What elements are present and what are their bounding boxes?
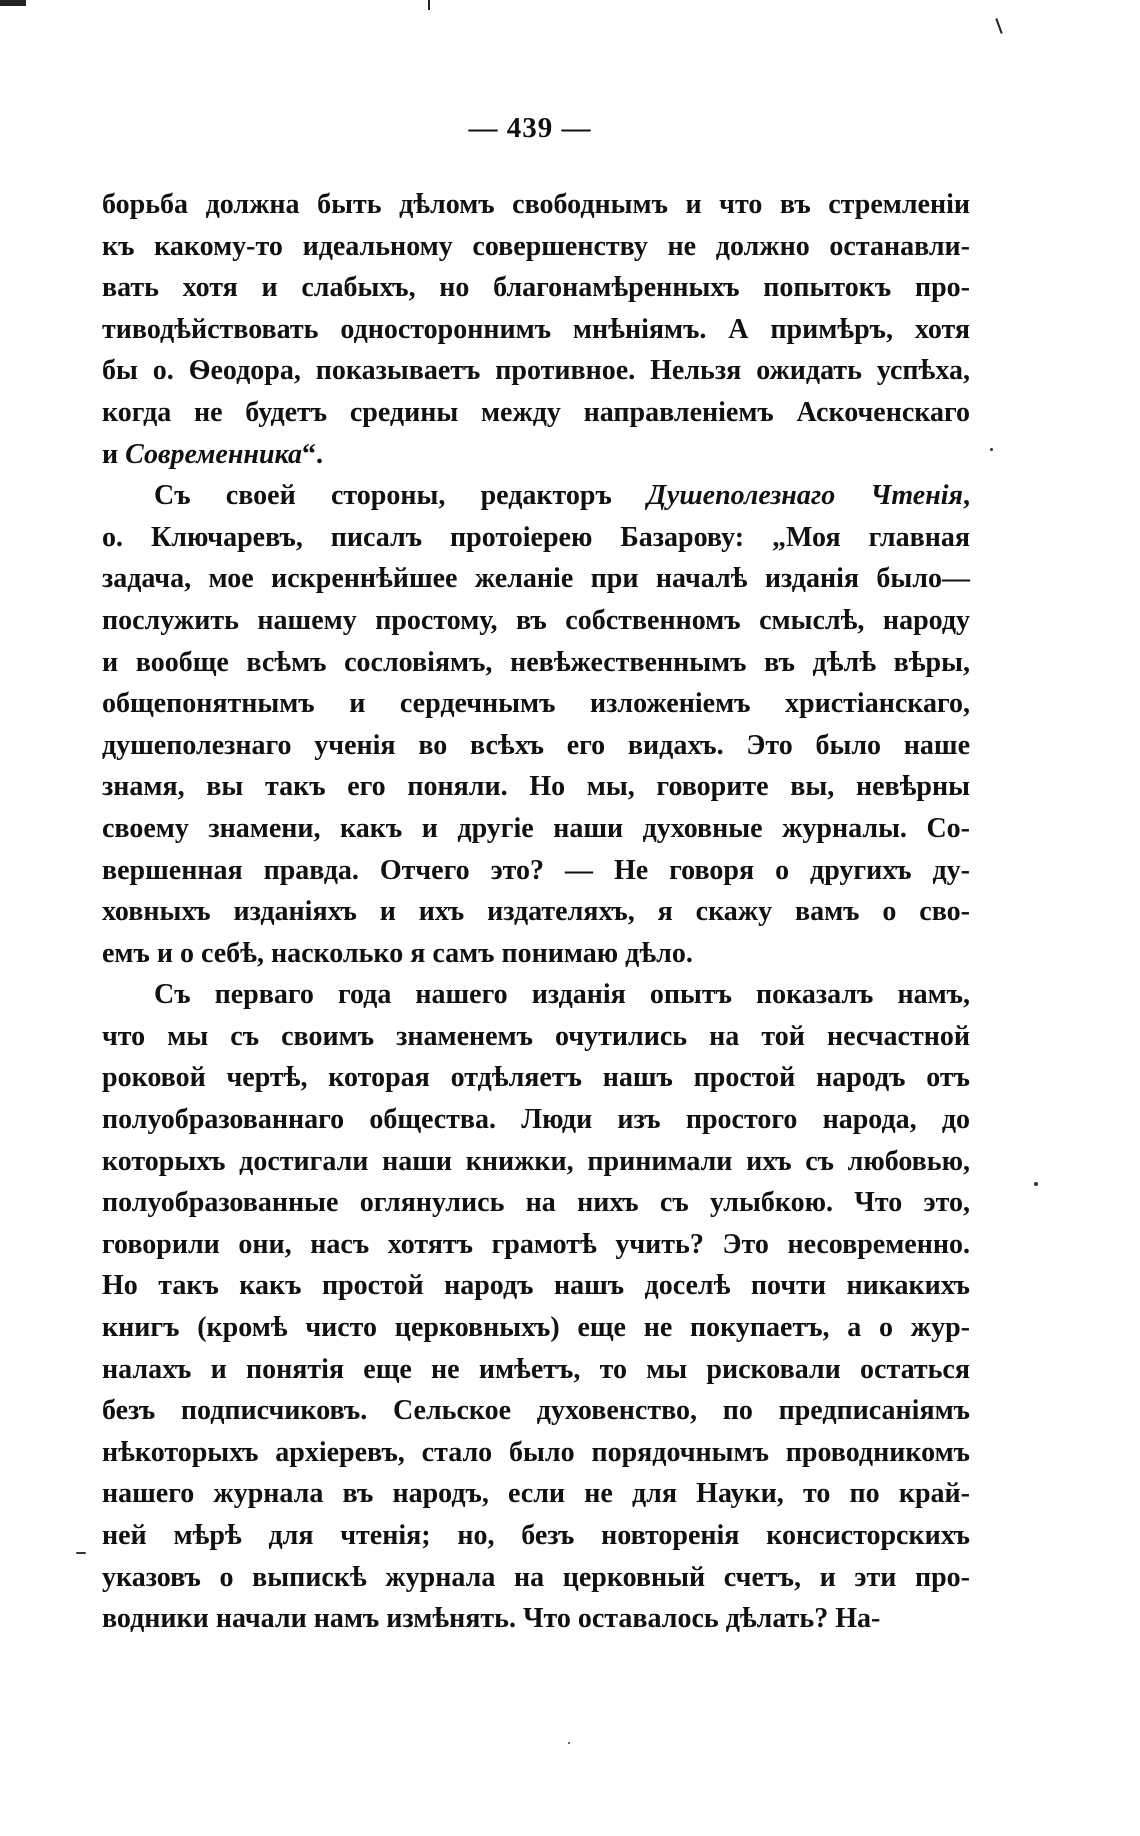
text-line: книгъ (кромѣ чисто церковныхъ) еще не покупаетъ, а о жур-: [102, 1312, 970, 1344]
text-line: Съ перваго года нашего изданія опытъ показалъ намъ,: [154, 979, 970, 1011]
text-line: емъ и о себѣ, насколько я самъ понимаю дѣло.: [102, 937, 693, 969]
text-line: которыхъ достигали наши книжки, принимали ихъ съ любовью,: [102, 1145, 970, 1177]
text-line: ховныхъ изданіяхъ и ихъ издателяхъ, я скажу вамъ о сво-: [102, 896, 970, 928]
text-line: своему знамени, какъ и другіе наши духовные журналы. Со-: [102, 812, 970, 844]
page-number: — 439 —: [468, 112, 592, 144]
text-line: нѣкоторыхъ архіеревъ, стало было порядочнымъ проводникомъ: [102, 1436, 970, 1468]
text-line: ней мѣрѣ для чтенія; но, безъ новторенія консисторскихъ: [102, 1520, 970, 1551]
text-line: что мы съ своимъ знаменемъ очутились на той несчастной: [102, 1020, 970, 1052]
text-line: полуобразованнаго общества. Люди изъ простого народа, до: [102, 1104, 970, 1136]
text-line: налахъ и понятія еще не имѣетъ, то мы рисковали остаться: [102, 1353, 970, 1385]
text-line: бы о. Ѳеодора, показываетъ противное. Нельзя ожидать успѣха,: [102, 355, 970, 387]
text-line: роковой чертѣ, которая отдѣляетъ нашъ простой народъ отъ: [102, 1062, 970, 1094]
text-line: Но такъ какъ простой народъ нашъ доселѣ почти никакихъ: [102, 1270, 970, 1302]
text-line: указовъ о выпискѣ журнала на церковный счетъ, и эти про-: [102, 1561, 970, 1593]
scan-artifact-top-left: [0, 0, 26, 6]
scan-speck: [76, 1552, 86, 1554]
text-line: полуобразованные оглянулись на нихъ съ улыбкою. Что это,: [102, 1187, 970, 1219]
scan-artifact-top-right: [995, 18, 1002, 34]
text-line: и вообще всѣмъ сословіямъ, невѣжественнымъ въ дѣлѣ вѣры,: [102, 646, 970, 678]
text-line: общепонятнымъ и сердечнымъ изложеніемъ христіанскаго,: [102, 688, 970, 720]
scan-speck: [568, 1742, 570, 1744]
text-line: тиводѣйствовать одностороннимъ мнѣніямъ. А примѣръ, хотя: [102, 313, 970, 345]
text-line: борьба должна быть дѣломъ свободнымъ и что въ стремленіи: [102, 189, 970, 220]
text-line: говорили они, насъ хотятъ грамотѣ учить? Это несовременно.: [102, 1228, 970, 1260]
paragraph: [102, 475, 970, 974]
text-line: душеполезнаго ученія во всѣхъ его видахъ. Это было наше: [102, 729, 970, 761]
paragraph: [102, 184, 970, 475]
text-line: когда не будетъ средины между направленіемъ Аскоченскаго: [102, 396, 970, 428]
text-line: послужить нашему простому, въ собственномъ смыслѣ, народу: [102, 604, 970, 636]
text-line: вать хотя и слабыхъ, но благонамѣренныхъ попытокъ про-: [102, 272, 970, 304]
text-line: нашего журнала въ народъ, если не для Науки, то по край-: [102, 1478, 970, 1510]
body-text: [102, 184, 970, 1640]
text-line: безъ подписчиковъ. Сельское духовенство, по предписаніямъ: [102, 1395, 970, 1427]
scan-speck: [990, 448, 993, 451]
text-line: вершенная правда. Отчего это? — Не говоря о другихъ ду-: [102, 854, 970, 886]
scan-artifact-top-mark: [428, 0, 430, 10]
paragraph: [102, 974, 970, 1640]
text-line: водники начали намъ измѣнять. Что оставалось дѣлать? На-: [102, 1603, 881, 1635]
text-line: Съ своей стороны, редакторъ Душеполезнаго Чтенія,: [154, 480, 970, 512]
text-line: и Современника“.: [102, 438, 324, 470]
scan-speck: [1034, 1182, 1038, 1186]
text-line: о. Ключаревъ, писалъ протоіерею Базарову: „Моя главная: [102, 521, 970, 553]
text-line: къ какому-то идеальному совершенству не должно останавли-: [102, 230, 970, 262]
text-line: знамя, вы такъ его поняли. Но мы, говорите вы, невѣрны: [102, 771, 970, 803]
text-line: задача, мое искреннѣйшее желаніе при началѣ изданія было—: [102, 563, 970, 595]
